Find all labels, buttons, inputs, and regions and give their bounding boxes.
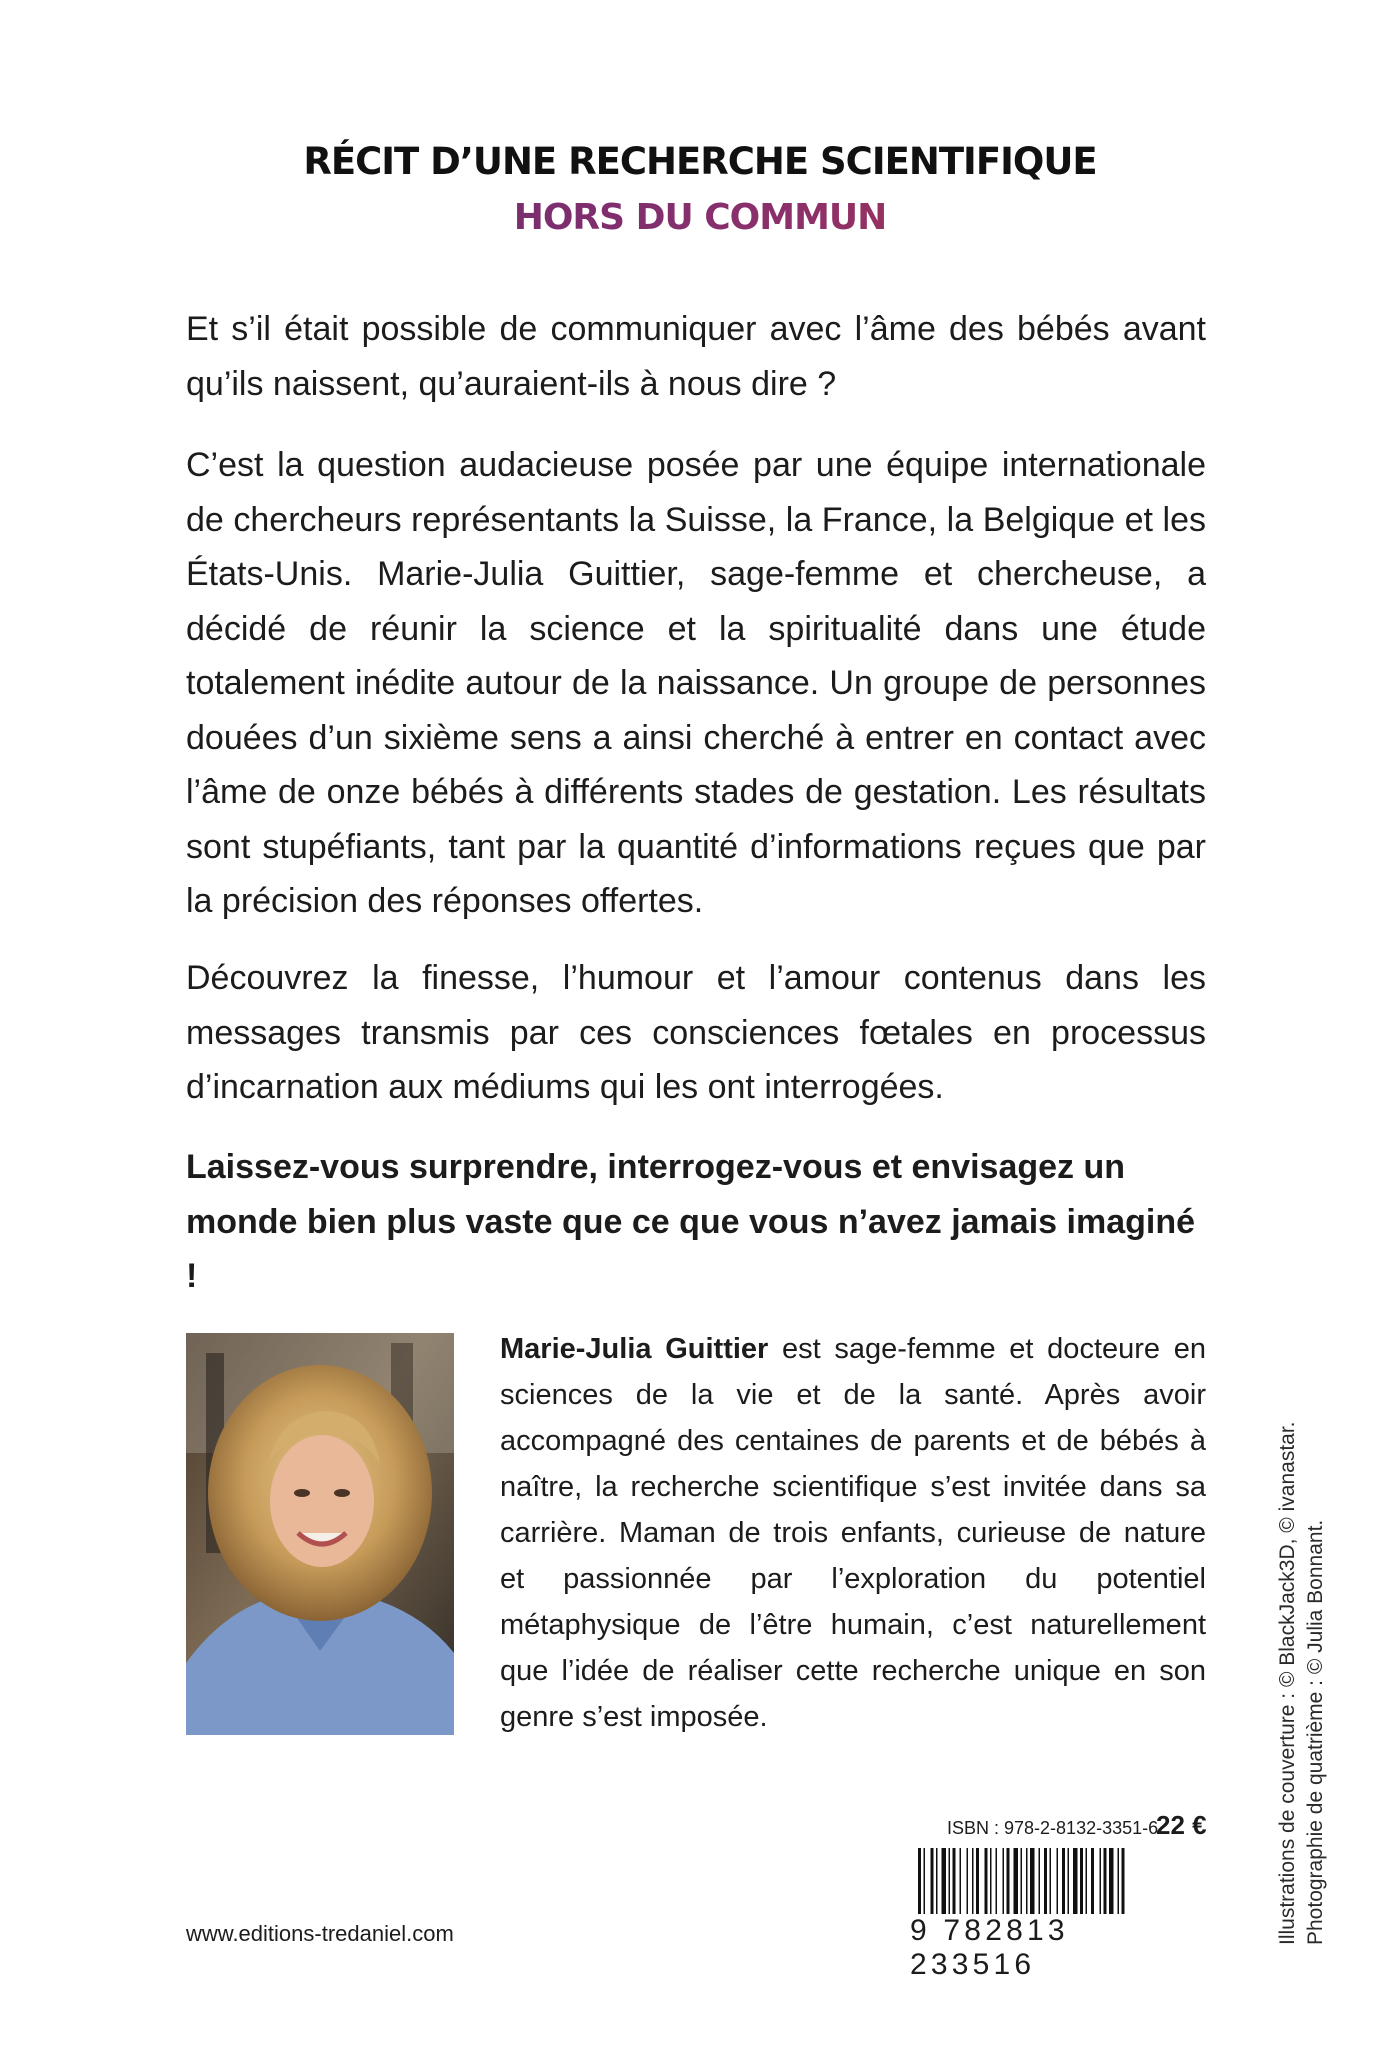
barcode-bar — [1007, 1848, 1010, 1914]
cover-illustration-credit: Illustrations de couverture : © BlackJack3D, © ivanastar. — [1276, 1421, 1299, 1945]
price-label: 22 € — [1156, 1810, 1207, 1840]
barcode-bar — [942, 1848, 947, 1914]
barcode-bar — [1080, 1848, 1083, 1914]
barcode-bar — [1109, 1848, 1114, 1914]
barcode-bar — [996, 1848, 998, 1914]
barcode-bar — [1100, 1848, 1102, 1914]
barcode-bar — [1026, 1848, 1028, 1914]
barcode-bar — [1062, 1848, 1065, 1914]
description-paragraph: C’est la question audacieuse posée par une équipe internationale de chercheurs représentants la Suisse, la France, la Belgique et les États-Unis. Marie-Julia Guittier, sage-femme et chercheuse, a décidé de réunir la science et la spiritualité dans une étude totalement inédite autour de la naissance. Un groupe de personnes douées d’un sixième sens a ainsi cherché à entrer en contact avec l’âme de onze bébés à différents stades de gestation. Les résultats sont stupéfiants, tant par la quantité d’informations reçues que par la précision des réponses offertes. — [186, 446, 1206, 920]
barcode-bar — [1057, 1848, 1059, 1914]
cover-title-line2: HORS DU COMMUN — [0, 197, 1400, 238]
barcode-bar — [1050, 1848, 1052, 1914]
author-name: Marie-Julia Guittier — [500, 1333, 769, 1365]
image-credits — [1274, 1421, 1330, 1945]
barcode-bar — [967, 1848, 969, 1914]
barcode-bar — [1068, 1848, 1070, 1914]
messages-paragraph: Découvrez la finesse, l’humour et l’amour contenus dans les messages transmis par ces consciences fœtales en processus d’incarnation aux médiums qui les ont interrogées. — [186, 959, 1206, 1106]
barcode-bar — [1086, 1848, 1088, 1914]
barcode-bar — [1039, 1848, 1041, 1914]
author-bio-text: est sage-femme et docteure en sciences de la vie et de la santé. Après avoir accompagné des centaines de parents et de bébés à naître, la recherche scientifique s’est invitée dans sa carrière. Maman de trois enfants, curieuse de nature et passionnée par l’exploration du potentiel métaphysique de l’être humain, c’est naturellement que l’idée de réaliser cette recherche unique en son genre s’est imposée. — [500, 1333, 1206, 1733]
barcode-bar — [1122, 1848, 1125, 1914]
isbn-label: ISBN : 978-2-8132-3351-6 — [947, 1818, 1159, 1838]
barcode-bar — [1073, 1848, 1078, 1914]
barcode-bar — [1104, 1848, 1107, 1914]
barcode-bar — [1021, 1848, 1023, 1914]
barcode-graphic — [918, 1848, 1170, 1919]
barcode-digits: 9 782813 233516 — [910, 1914, 1069, 1981]
barcode-bar — [936, 1848, 938, 1914]
barcode-bar — [953, 1848, 956, 1914]
barcode-bar — [931, 1848, 934, 1914]
barcode-bar — [972, 1848, 974, 1914]
barcode-bar — [1118, 1848, 1120, 1914]
barcode-bar — [1003, 1848, 1005, 1914]
intro-paragraph: Et s’il était possible de communiquer avec l’âme des bébés avant qu’ils naissent, qu’auraient-ils à nous dire ? — [186, 310, 1206, 403]
author-bio — [500, 1326, 1206, 1740]
publisher-website: www.editions-tredaniel.com — [186, 1921, 454, 1946]
author-photo — [186, 1333, 454, 1735]
barcode-bar — [1091, 1848, 1094, 1914]
barcode-bar — [1044, 1848, 1047, 1914]
barcode-bar — [949, 1848, 951, 1914]
barcode-bar — [1030, 1848, 1035, 1914]
barcode-bar — [918, 1848, 921, 1914]
barcode-bar — [976, 1848, 979, 1914]
barcode-bar — [990, 1848, 992, 1914]
cover-title-line1: RÉCIT D’UNE RECHERCHE SCIENTIFIQUE — [303, 140, 1097, 183]
barcode-bar — [924, 1848, 926, 1914]
barcode-bar — [960, 1848, 962, 1914]
barcode-bar — [985, 1848, 988, 1914]
tagline-paragraph: Laissez-vous surprendre, interrogez-vous et envisagez un monde bien plus vaste que ce que vous n’avez jamais imaginé ! — [186, 1148, 1195, 1295]
photo-credit: Photographie de quatrième : © Julia Bonnant. — [1304, 1519, 1327, 1945]
barcode-bar — [1014, 1848, 1019, 1914]
